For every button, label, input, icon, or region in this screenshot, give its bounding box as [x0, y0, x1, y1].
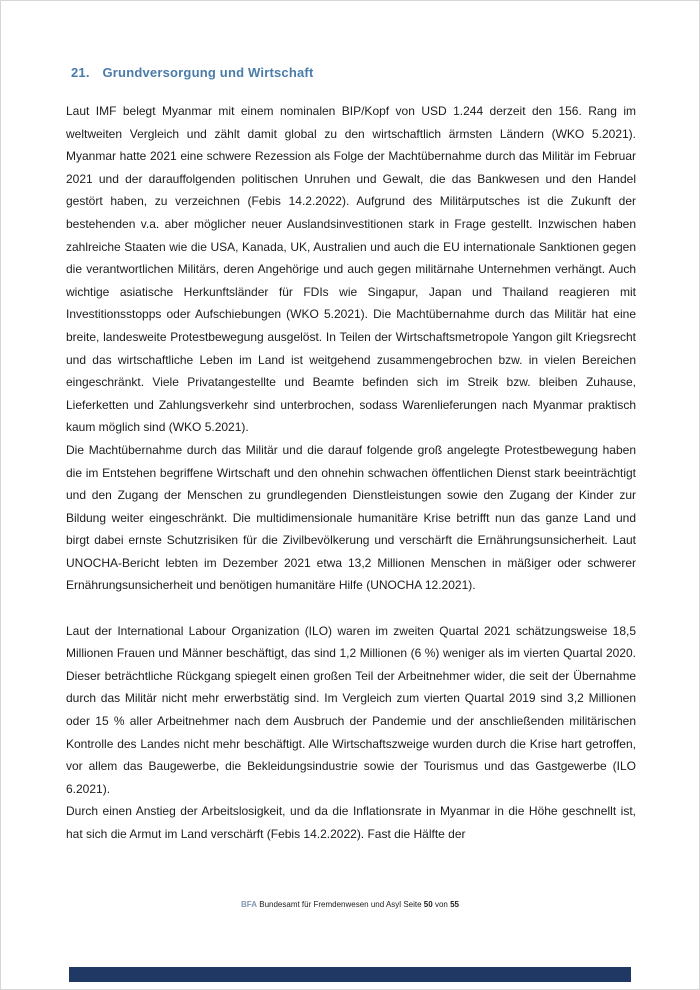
- paragraph: Durch einen Anstieg der Arbeitslosigkeit, und da die Inflationsrate in Myanmar in die Höhe geschnellt ist, hat sich die Armut im Land verschärft (Febis 14.2.2022). Fast die Hälfte der: [66, 804, 636, 841]
- page-footer: [1, 900, 699, 909]
- footer-bar: [69, 967, 631, 982]
- footer-page-current: 50: [423, 900, 433, 909]
- footer-org-name: Bundesamt für Fremdenwesen und Asyl: [259, 900, 402, 909]
- paragraph: Die Machtübernahme durch das Militär und die darauf folgende groß angelegte Protestbewegung haben die im Entstehen begriffene Wirtschaft und den ohnehin schwachen öffentlichen Dienst stark beeinträchtigt und den Zugang der Menschen zu grundlegenden Dienstleistungen sowie den Zugang der Kinder zur Bildung weiter eingeschränkt. Die multidimensionale humanitäre Krise betrifft nun das ganze Land und birgt dabei ernste Schutzrisiken für die Zivilbevölkerung und verschärft die Ernährungsunsicherheit. Laut UNOCHA-Bericht lebten im Dezember 2021 etwa 13,2 Millionen Menschen in mäßiger oder schwerer Ernährungsunsicherheit und benötigen humanitäre Hilfe (UNOCHA 12.2021).: [66, 442, 636, 593]
- section-number: 21.: [71, 65, 90, 80]
- section-heading: [71, 65, 313, 80]
- paragraph: Laut IMF belegt Myanmar mit einem nominalen BIP/Kopf von USD 1.244 derzeit den 156. Rang im weltweiten Vergleich und zählt damit global zu den wirtschaftlich ärmsten Ländern (WKO 5.2021). Myanmar hatte 2021 eine schwere Rezession als Folge der Machtübernahme durch das Militär im Februar 2021 und der darauffolgenden politischen Unruhen und Gewalt, die das Bankwesen und den Handel gestört haben, zu verzeichnen (Febis 14.2.2022). Aufgrund des Militärputsches ist die Zukunft der bestehenden v.a. aber möglicher neuer Auslandsinvestitionen stark in Frage gestellt. Inzwischen haben zahlreiche Staaten wie die USA, Kanada, UK, Australien und auch die EU internationale Sanktionen gegen die verantwortlichen Militärs, deren Angehörige und auch gegen militärnahe Unternehmen verhängt. Auch wichtige asiatische Herkunftsländer für FDIs wie Singapur, Japan und Thailand reagieren mit Investitionsstopps oder Aufschiebungen (WKO 5.2021). Die Machtübernahme durch das Militär hat eine breite, landesweite Protestbewegung ausgelöst. In Teilen der Wirtschaftsmetropole Yangon gilt Kriegsrecht und das wirtschaftliche Leben im Land ist weitgehend zusammengebrochen bzw. in vielen Bereichen eingeschränkt. Viele Privatangestellte und Beamte befinden sich im Streik bzw. bleiben Zuhause, Lieferketten und Zahlungsverkehr sind unterbrochen, sodass Warenlieferungen nach Myanmar praktisch kaum möglich sind (WKO 5.2021).: [66, 104, 636, 435]
- paragraph-break: [66, 597, 636, 620]
- footer-page-word: Seite: [403, 900, 422, 909]
- section-title: Grundversorgung und Wirtschaft: [102, 65, 314, 80]
- footer-org-abbr: BFA: [241, 900, 257, 909]
- body-text: [66, 100, 636, 846]
- footer-of-word: von: [434, 900, 448, 909]
- paragraph: Laut der International Labour Organization (ILO) waren im zweiten Quartal 2021 schätzungsweise 18,5 Millionen Frauen und Männer beschäftigt, das sind 1,2 Millionen (6 %) weniger als im vierten Quartal 2020. Dieser beträchtliche Rückgang spiegelt einen großen Teil der Arbeitnehmer wider, die seit der Übernahme durch das Militär nicht mehr erwerbstätig sind. Im Vergleich zum vierten Quartal 2019 sind 3,2 Millionen oder 15 % aller Arbeitnehmer nach dem Ausbruch der Pandemie und der anschließenden militärischen Kontrolle des Landes nicht mehr beschäftigt. Alle Wirtschaftszweige wurden durch die Krise hart getroffen, vor allem das Baugewerbe, die Bekleidungsindustrie sowie der Tourismus und das Gastgewerbe (ILO 6.2021).: [66, 623, 636, 796]
- footer-page-total: 55: [450, 900, 459, 909]
